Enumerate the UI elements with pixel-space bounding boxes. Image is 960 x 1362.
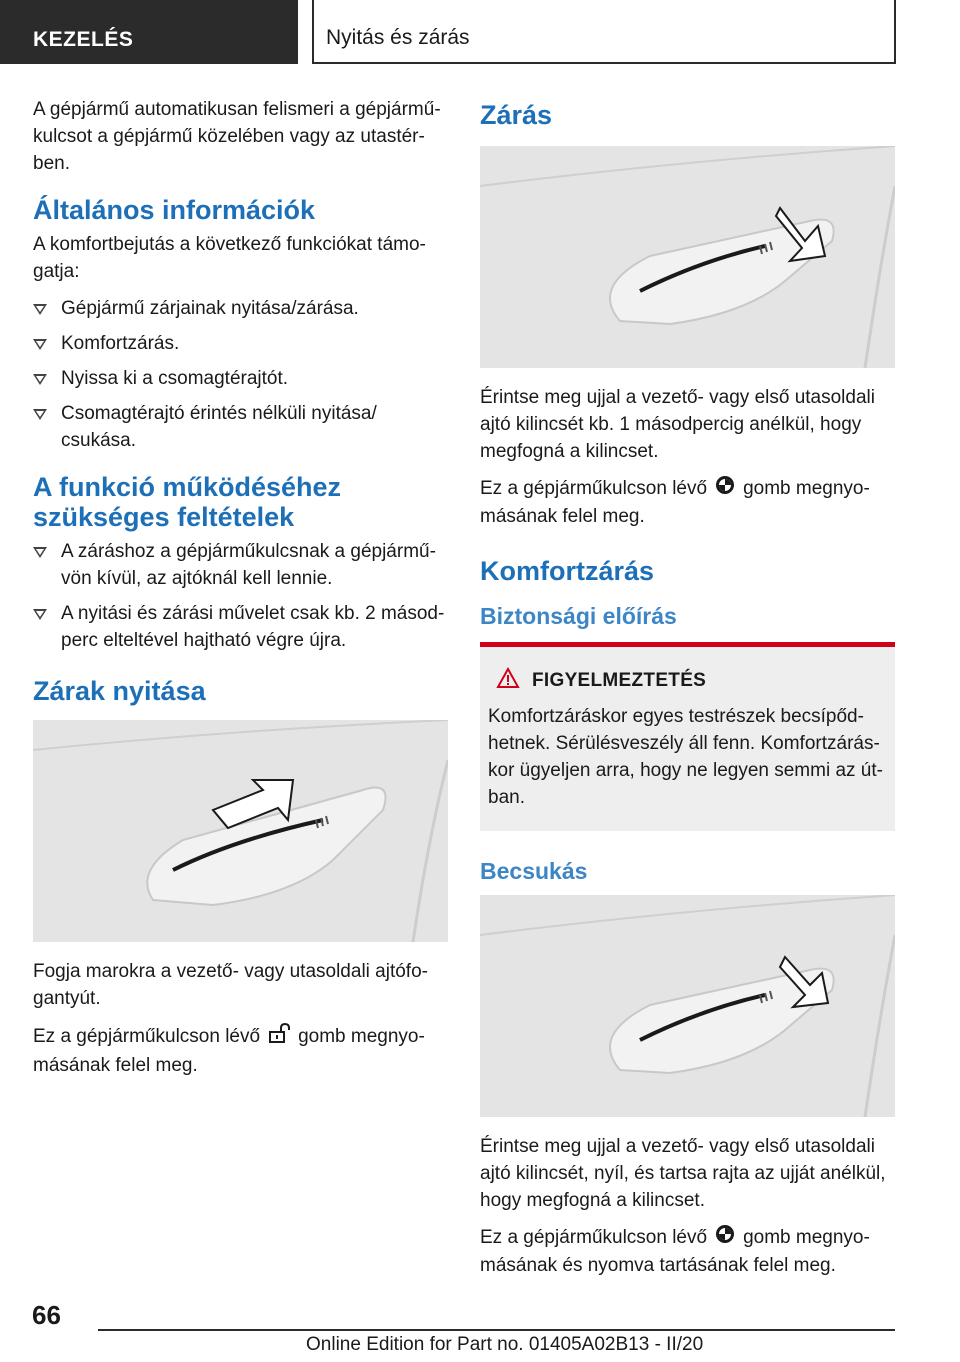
general-info-list — [33, 295, 448, 454]
right-column — [480, 100, 895, 1289]
left-column — [33, 96, 448, 1089]
general-info-heading: Általános információk — [33, 195, 316, 225]
locking-heading: Zárás — [480, 100, 553, 130]
locking-key-text: Ez a gépjárműkulcson lévő gomb megnyomásának felel meg. — [480, 475, 895, 530]
footer-divider — [98, 1329, 895, 1331]
warning-text: Komfortzáráskor egyes testrészek becsípődhetnek. Sérülésveszély áll fenn. Komfortzáráskor ügyeljen arra, hogy ne legyen semmi az útban. — [488, 706, 883, 808]
page-header — [0, 0, 960, 66]
unlocking-text: Fogja marokra a vezető- vagy utasoldali ajtófogantyút. — [33, 961, 428, 1009]
list-item: Nyissa ki a csomagtérajtót. — [33, 365, 448, 392]
intro-paragraph: A gépjármű automatikusan felismeri a gépjárműkulcsot a gépjármű közelében vagy az utastérben. — [33, 99, 441, 174]
bullet-triangle-icon — [33, 374, 47, 385]
footer-edition: Online Edition for Part no. 01405A02B13 - II/20 — [306, 1334, 704, 1355]
list-item: Gépjármű zárjainak nyitása/zárása. — [33, 295, 448, 322]
bullet-triangle-icon — [33, 304, 47, 315]
page-number: 66 — [32, 1300, 61, 1330]
warning-header — [488, 667, 887, 695]
door-handle-touch-illustration — [480, 146, 895, 368]
door-handle-grip-illustration — [33, 720, 448, 942]
closing-text: Érintse meg ujjal a vezető- vagy első utasoldali ajtó kilincsét, nyíl, és tartsa rajta az ujját anélkül, hogy megfogná a kilincset. — [480, 1136, 886, 1211]
bullet-triangle-icon — [33, 339, 47, 350]
closing-heading: Becsukás — [480, 858, 588, 884]
topic-tab: Nyitás és zárás — [312, 0, 896, 64]
door-handle-hold-illustration — [480, 895, 895, 1117]
list-item: A záráshoz a gépjárműkulcsnak a gépjárművön kívül, az ajtóknál kell lennie. — [33, 538, 448, 592]
bmw-logo-icon — [715, 1224, 735, 1252]
list-item: A nyitási és zárási művelet csak kb. 2 másodperc elteltével hajtható végre újra. — [33, 600, 448, 654]
section-tab: KEZELÉS — [0, 0, 298, 64]
safety-heading: Biztonsági előírás — [480, 603, 677, 629]
general-info-text: A komfortbejutás a következő funkciókat támogatja: — [33, 234, 426, 282]
closing-key-text: Ez a gépjárműkulcson lévő gomb megnyomásának és nyomva tartásának felel meg. — [480, 1224, 895, 1279]
warning-box — [480, 642, 895, 831]
unlocking-heading: Zárak nyitása — [33, 676, 206, 706]
warning-title: FIGYELMEZTETÉS — [532, 670, 707, 691]
unlocking-key-text: Ez a gépjárműkulcson lévő gomb megnyomásának felel meg. — [33, 1022, 448, 1079]
bmw-logo-icon — [715, 475, 735, 503]
bullet-triangle-icon — [33, 609, 47, 620]
list-item: Csomagtérajtó érintés nélküli nyitása/ csukása. — [33, 400, 448, 454]
requirements-list — [33, 538, 448, 654]
warning-triangle-icon — [496, 667, 520, 695]
bullet-triangle-icon — [33, 409, 47, 420]
list-item: Komfortzárás. — [33, 330, 448, 357]
locking-text: Érintse meg ujjal a vezető- vagy első utasoldali ajtó kilincsét kb. 1 másodpercig anélkül, hogy megfogná a kilincset. — [480, 387, 875, 462]
bullet-triangle-icon — [33, 547, 47, 558]
requirements-heading: A funkció működéséhez szükséges feltételek — [33, 472, 342, 532]
comfort-locking-heading: Komfortzárás — [480, 556, 655, 586]
unlock-padlock-icon — [268, 1022, 290, 1052]
